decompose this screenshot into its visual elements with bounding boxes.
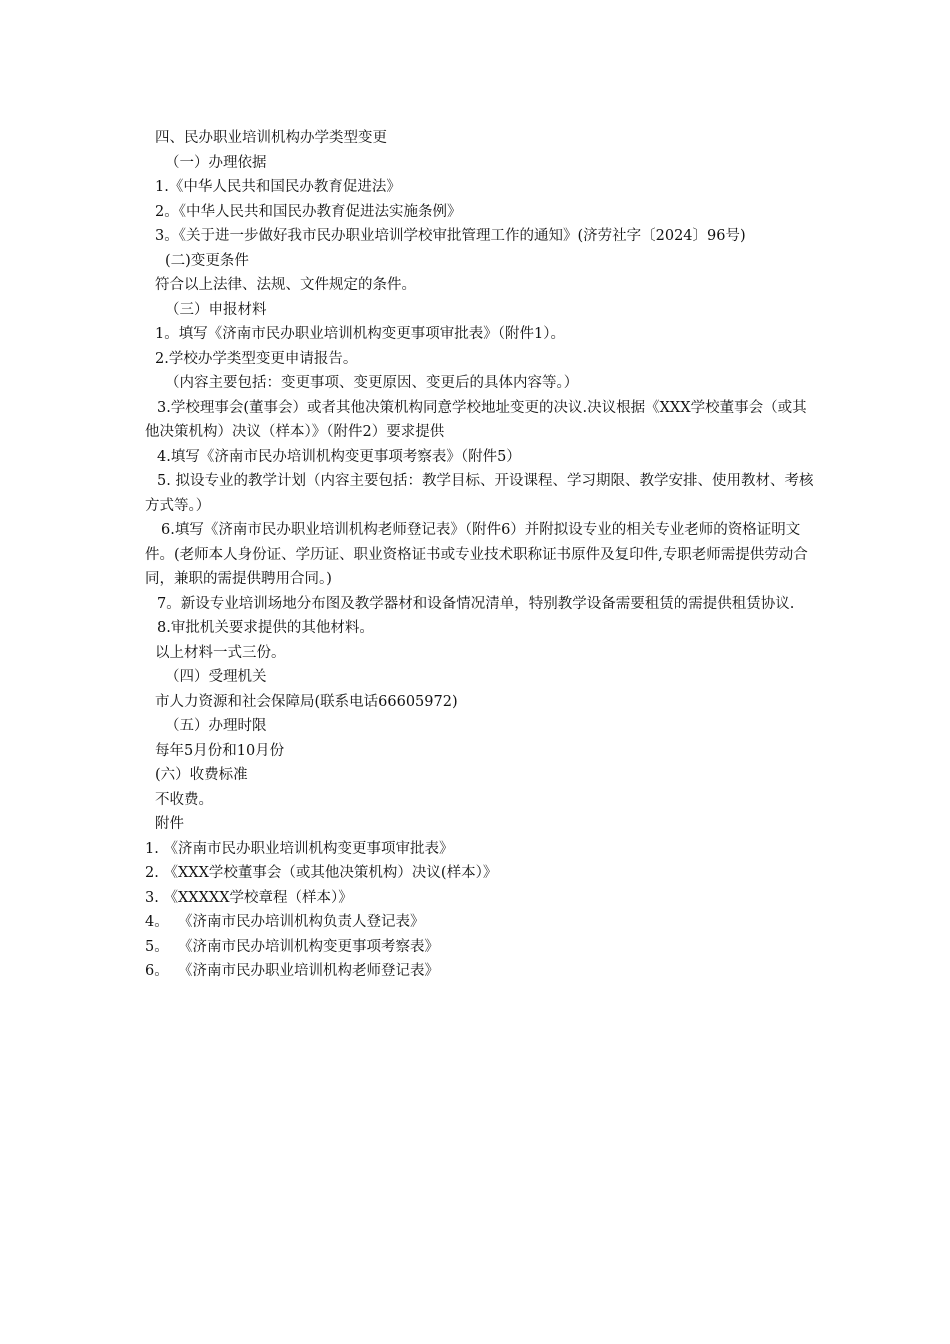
materials-item-4: 4.填写《济南市民办培训机构变更事项考察表》（附件5） [157, 448, 521, 465]
authority-text: 市人力资源和社会保障局(联系电话66605972) [155, 693, 458, 710]
materials-item-3: 3.学校理事会(董事会）或者其他决策机构同意学校地址变更的决议.决议根据《XXX学校董事会（或其他决策机构）决议（样本）》（附件2）要求提供 [145, 399, 807, 440]
materials-item-2: 2.学校办学类型变更申请报告。 [155, 350, 358, 367]
materials-heading: （三）申报材料 [165, 301, 267, 318]
attachment-item-6: 6。 《济南市民办职业培训机构老师登记表》 [145, 963, 439, 979]
document-body [145, 126, 815, 984]
time-limit-text: 每年5月份和10月份 [155, 742, 285, 759]
materials-item-5: 5. 拟设专业的教学计划（内容主要包括：教学目标、开设课程、学习期限、教学安排、使用教材、考核方式等。） [145, 473, 814, 514]
attachment-item-3: 3. 《XXXXX学校章程（样本）》 [145, 889, 353, 906]
fees-heading: (六）收费标准 [155, 767, 248, 783]
fees-text: 不收费。 [155, 791, 213, 808]
attachment-item-1: 1. 《济南市民办职业培训机构变更事项审批表》 [145, 840, 454, 857]
basis-item-2: 2。《中华人民共和国民办教育促进法实施条例》 [155, 203, 462, 220]
materials-item-7: 7。新设专业培训场地分布图及教学器材和设备情况清单，特别教学设备需要租赁的需提供租赁协议. [157, 595, 795, 612]
conditions-text: 符合以上法律、法规、文件规定的条件。 [155, 277, 416, 293]
attachment-item-4: 4。 《济南市民办培训机构负责人登记表》 [145, 914, 425, 930]
section-title: 四、民办职业培训机构办学类型变更 [155, 130, 387, 146]
basis-item-3: 3。《关于进一步做好我市民办职业培训学校审批管理工作的通知》(济劳社字〔2024〕96号) [155, 228, 746, 244]
materials-item-6: 6.填写《济南市民办职业培训机构老师登记表》（附件6）并附拟设专业的相关专业老师的资格证明文件。(老师本人身份证、学历证、职业资格证书或专业技术职称证书原件及复印件,专职老师需提供劳动合同，兼职的需提供聘用合同。) [145, 522, 808, 587]
attachments-heading: 附件 [155, 816, 184, 832]
materials-item-2-note: （内容主要包括：变更事项、变更原因、变更后的具体内容等。） [165, 375, 579, 391]
basis-heading: （一）办理依据 [165, 154, 267, 171]
attachment-item-5: 5。 《济南市民办培训机构变更事项考察表》 [145, 938, 439, 955]
attachment-item-2: 2. 《XXX学校董事会（或其他决策机构）决议(样本）》 [145, 865, 498, 881]
materials-item-8: 8.审批机关要求提供的其他材料。 [157, 620, 374, 636]
materials-copies-note: 以上材料一式三份。 [155, 644, 286, 661]
materials-item-1: 1。填写《济南市民办职业培训机构变更事项审批表》（附件1）。 [155, 326, 565, 342]
authority-heading: （四）受理机关 [165, 669, 267, 685]
basis-item-1: 1.《中华人民共和国民办教育促进法》 [155, 179, 401, 195]
time-limit-heading: （五）办理时限 [165, 718, 267, 734]
conditions-heading: (二)变更条件 [165, 252, 249, 269]
